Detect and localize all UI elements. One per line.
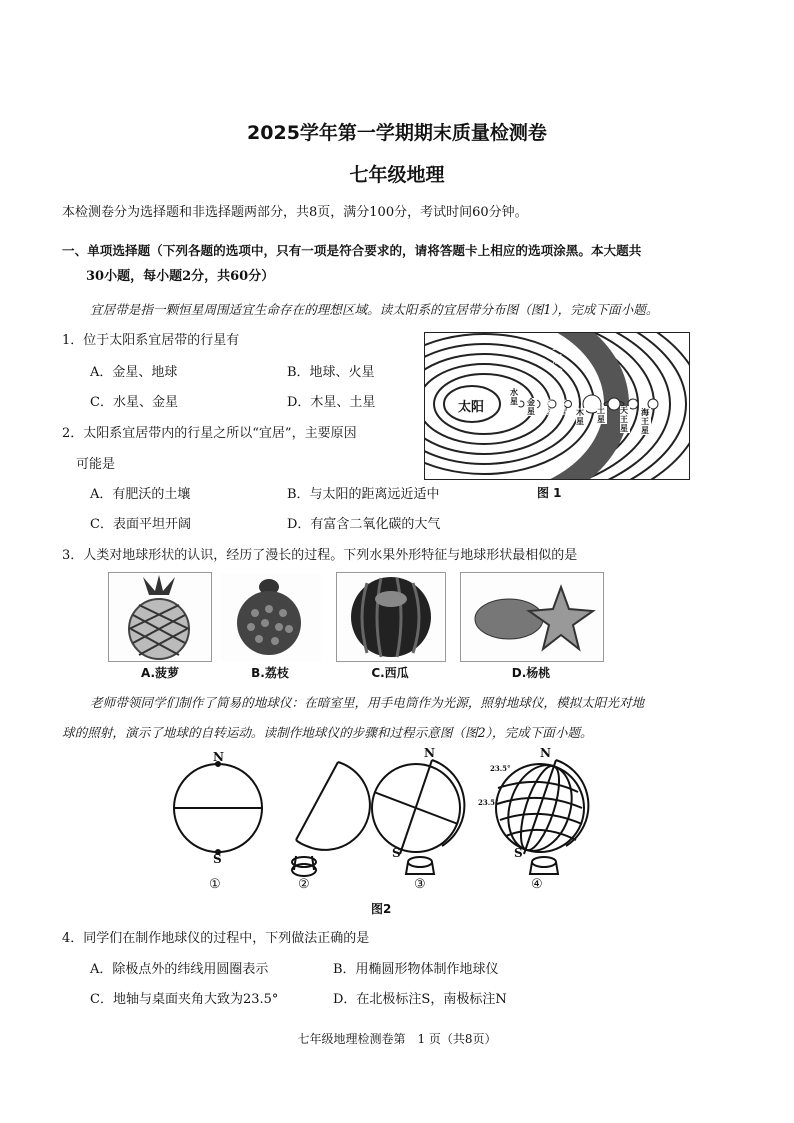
figure1-saturn-label: 土星 xyxy=(597,405,605,424)
figure1-jupiter-label: 木星 xyxy=(576,407,584,426)
q1-option-c[interactable]: C．水星、金星 xyxy=(90,395,178,410)
figure2-globe-steps-diagram xyxy=(170,748,590,898)
q2-option-b[interactable]: B．与太阳的距离远近适中 xyxy=(287,487,440,502)
q4-option-d[interactable]: D．在北极标注S，南极标注N xyxy=(333,992,507,1007)
figure1-neptune-label: 海王星 xyxy=(641,407,649,435)
step3-north-label: N xyxy=(424,746,435,760)
section1-heading: 一、单项选择题（下列各题的选项中，只有一项是符合要求的，请将答题卡上相应的选项涂黑。本大题共 xyxy=(62,243,642,258)
fruit-label-watermelon[interactable]: C.西瓜 xyxy=(371,666,409,680)
passage-habitable-zone: 宜居带是指一颗恒星周围适宜生命存在的理想区域。读太阳系的宜居带分布图（图1），完成下面小题。 xyxy=(90,302,659,317)
q2-stem-cont: 可能是 xyxy=(76,457,116,472)
figure1-mars-label: 火星 xyxy=(559,397,567,416)
step1-north-label: N xyxy=(213,750,224,764)
lychee-image xyxy=(220,572,322,662)
step4-north-label: N xyxy=(540,746,551,760)
exam-title: 2025学年第一学期期末质量检测卷 xyxy=(247,122,547,144)
figure2-caption: 图2 xyxy=(371,902,392,916)
figure1-mercury-label: 水星 xyxy=(510,387,518,406)
q1-option-b[interactable]: B．地球、火星 xyxy=(287,365,375,380)
figure1-venus-label: 金星 xyxy=(527,397,535,416)
q2-option-c[interactable]: C．表面平坦开阔 xyxy=(90,517,191,532)
q3-stem: 3．人类对地球形状的认识，经历了漫长的过程。下列水果外形特征与地球形状最相似的是 xyxy=(62,548,578,563)
step3-south-label: S xyxy=(392,846,401,860)
q2-stem: 2．太阳系宜居带内的行星之所以“宜居”，主要原因 xyxy=(62,426,357,441)
figure1-zone-label: 宜居带 xyxy=(550,340,561,382)
section1-heading-cont: 30小题，每小题2分，共60分） xyxy=(86,269,275,284)
q2-option-a[interactable]: A．有肥沃的土壤 xyxy=(90,487,191,502)
q4-option-a[interactable]: A．除极点外的纬线用圆圈表示 xyxy=(90,962,269,977)
figure1-earth-label: 地球 xyxy=(543,397,551,416)
passage-globe-line1: 老师带领同学们制作了简易的地球仪：在暗室里，用手电筒作为光源，照射地球仪，模拟太阳光对地 xyxy=(90,695,645,710)
figure1-caption: 图 1 xyxy=(537,486,562,500)
watermelon-image xyxy=(336,572,446,662)
step4-lat-south: 23.5° xyxy=(478,798,499,807)
q1-option-d[interactable]: D．木星、土星 xyxy=(287,395,376,410)
q1-stem: 1．位于太阳系宜居带的行星有 xyxy=(62,333,240,348)
fruit-label-pineapple[interactable]: A.菠萝 xyxy=(140,666,180,680)
figure1-uranus-label: 天王星 xyxy=(620,405,628,433)
step1-label: ① xyxy=(209,877,221,892)
page-footer: 七年级地理检测卷第 1 页（共8页） xyxy=(297,1032,497,1046)
q2-option-d[interactable]: D．有富含二氧化碳的大气 xyxy=(287,517,441,532)
exam-subtitle: 七年级地理 xyxy=(349,164,445,186)
step2-label: ② xyxy=(298,877,310,892)
step3-label: ③ xyxy=(414,877,426,892)
pineapple-image xyxy=(108,572,212,662)
passage-globe-line2: 球的照射，演示了地球的自转运动。读制作地球仪的步骤和过程示意图（图2），完成下面小题。 xyxy=(62,725,593,740)
q4-stem: 4．同学们在制作地球仪的过程中，下列做法正确的是 xyxy=(62,931,370,946)
exam-intro: 本检测卷分为选择题和非选择题两部分，共8页，满分100分，考试时间60分钟。 xyxy=(62,205,528,220)
q4-option-b[interactable]: B．用椭圆形物体制作地球仪 xyxy=(333,962,499,977)
fruit-label-starfruit[interactable]: D.杨桃 xyxy=(511,666,551,680)
step4-south-label: S xyxy=(514,846,523,860)
figure1-sun-label: 太阳 xyxy=(458,400,485,415)
starfruit-image xyxy=(460,572,604,662)
q4-option-c[interactable]: C．地轴与桌面夹角大致为23.5° xyxy=(90,992,279,1007)
step4-lat-north: 23.5° xyxy=(490,764,511,773)
q1-option-a[interactable]: A．金星、地球 xyxy=(90,365,178,380)
step4-label: ④ xyxy=(531,877,543,892)
fruit-label-lychee[interactable]: B.荔枝 xyxy=(251,666,289,680)
step1-south-label: S xyxy=(213,852,222,866)
